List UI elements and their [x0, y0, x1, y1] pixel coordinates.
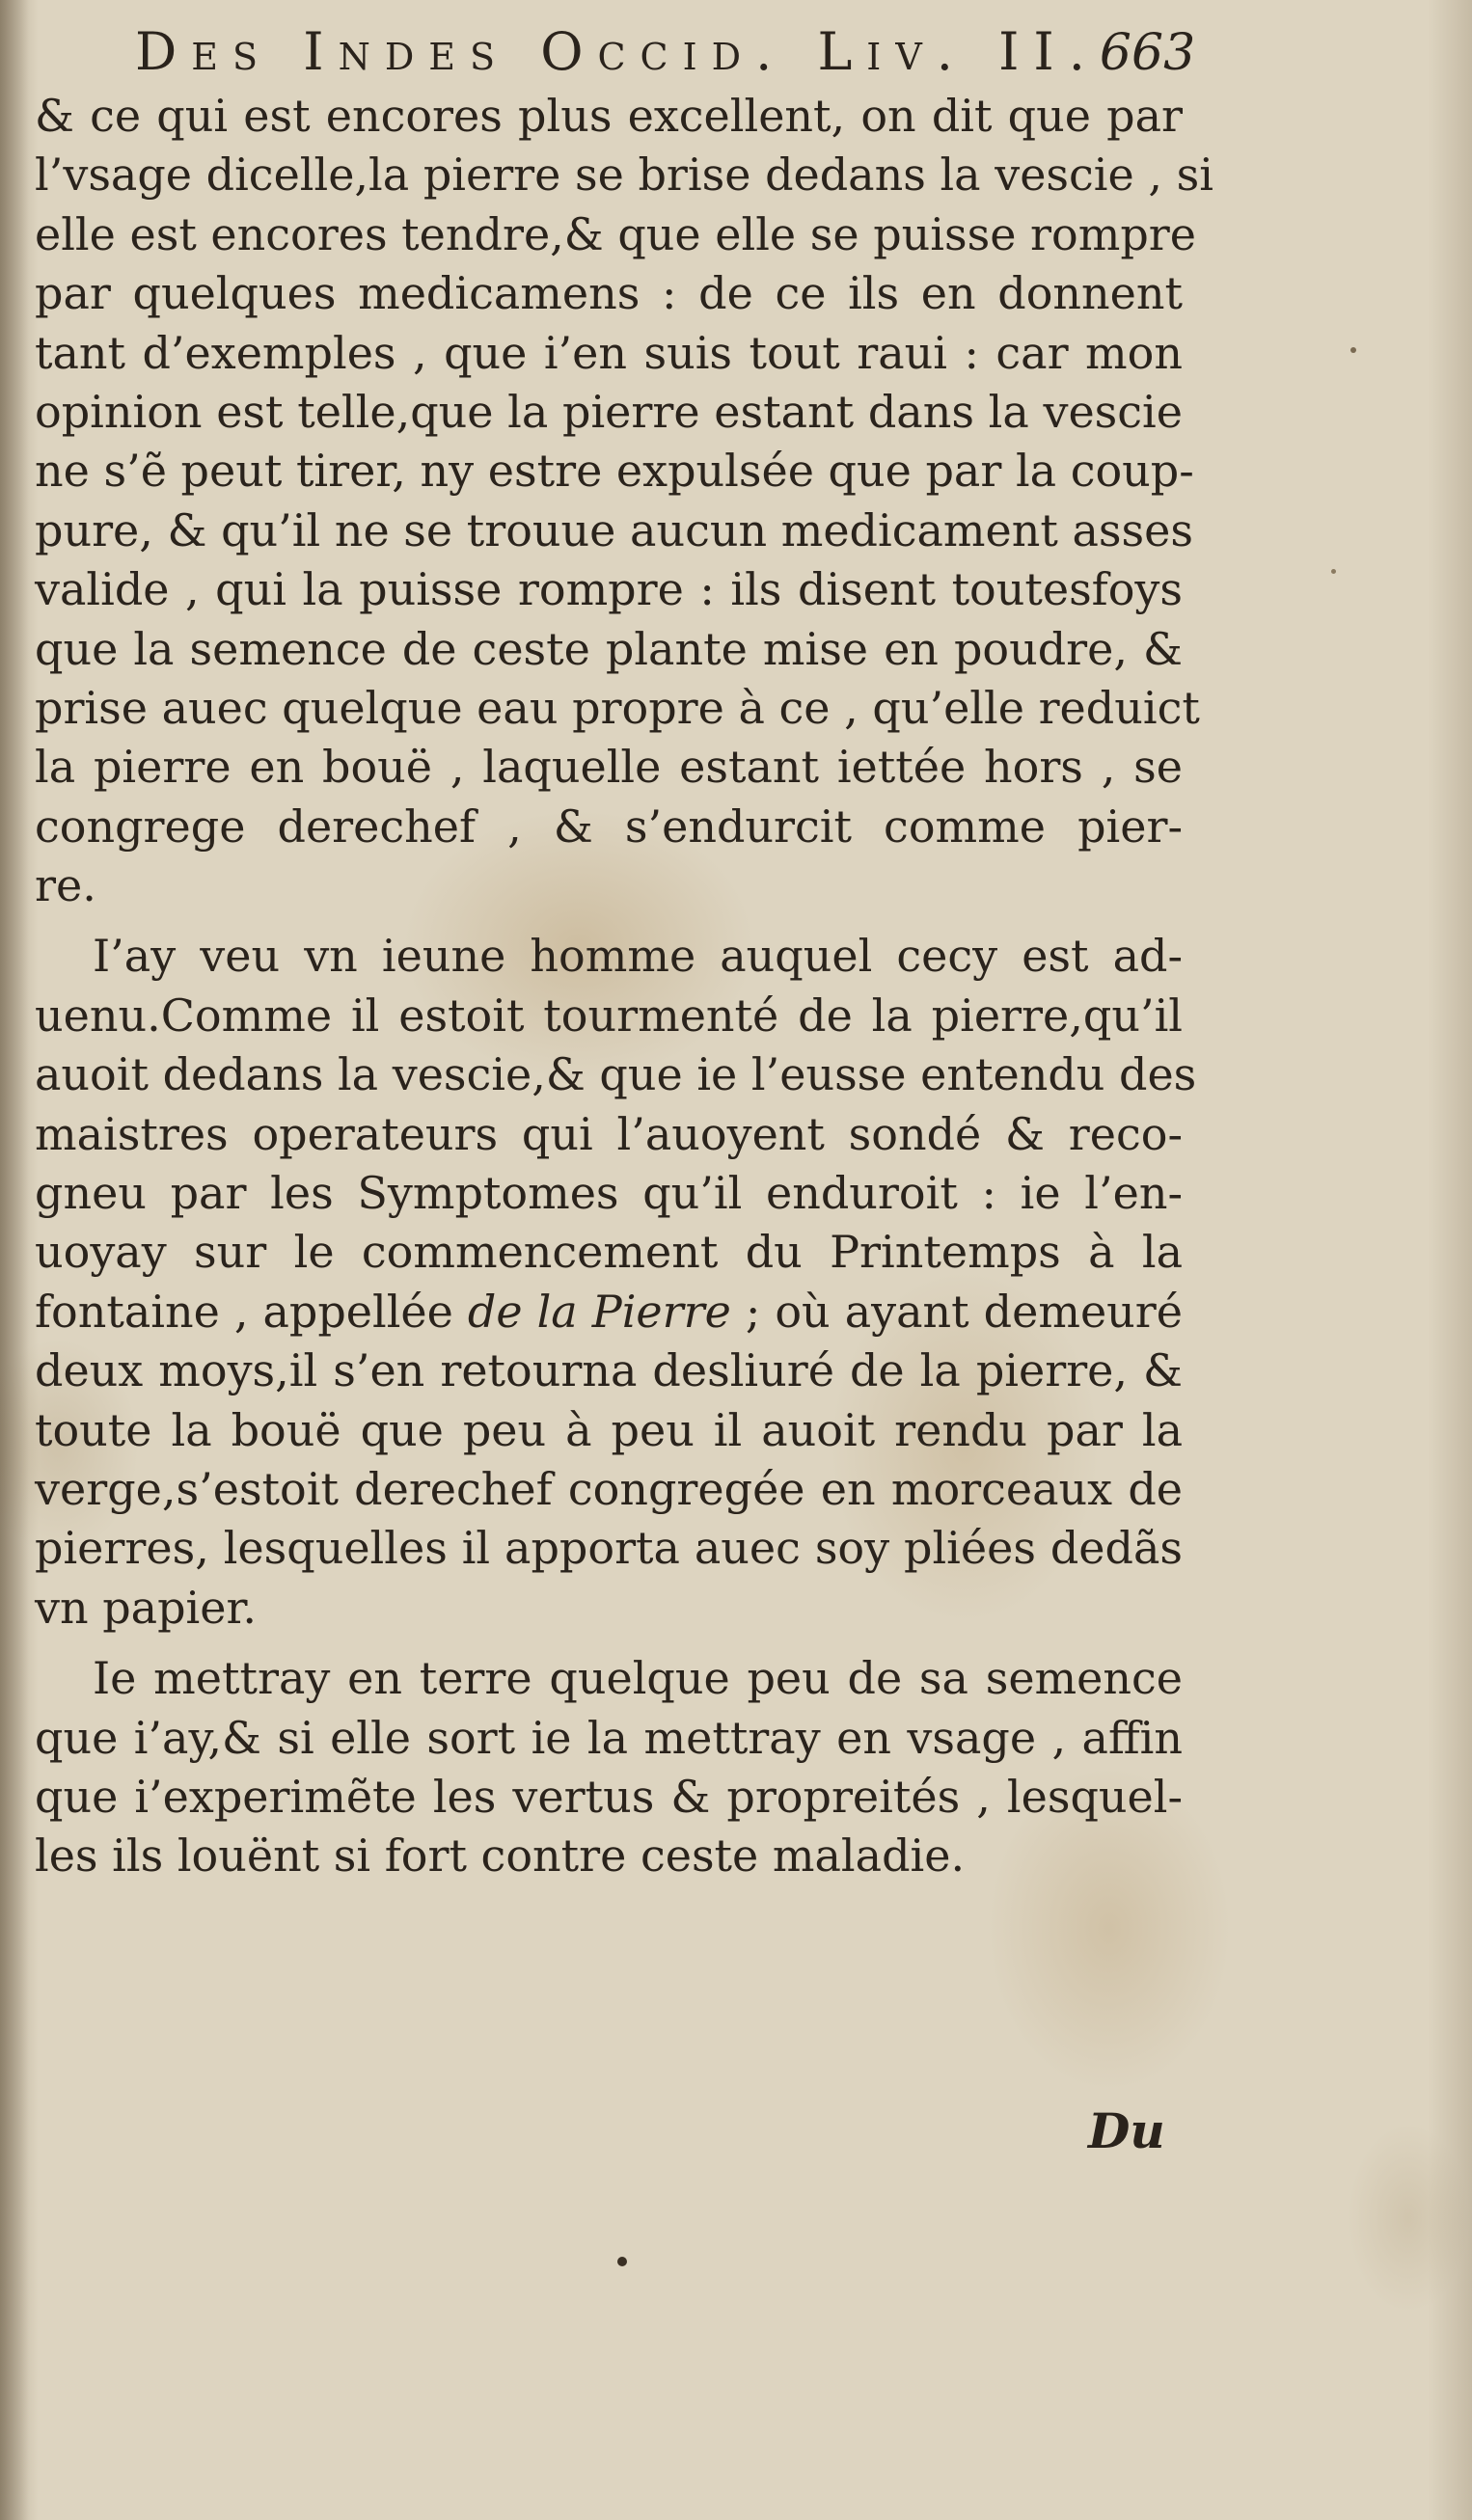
text-line: uenu.Comme il estoit tourmenté de la pierre,qu’il: [35, 989, 1183, 1042]
text-line: verge,s’estoit derechef congregée en morceaux de: [35, 1462, 1183, 1515]
text-line: prise auec quelque eau propre à ce , qu’elle reduict: [35, 681, 1200, 734]
text-line: les ils louënt si fort contre ceste maladie.: [35, 1829, 966, 1883]
paragraph: [35, 87, 1213, 915]
text-line: elle est encores tendre,& que elle se puisse rompre: [35, 207, 1197, 260]
text-line: maistres operateurs qui l’auoyent sondé & reco-: [35, 1107, 1183, 1160]
text-line: que i’experimẽte les vertus & propreités , lesquel-: [35, 1770, 1183, 1823]
running-head: [135, 21, 1196, 91]
text-line: valide , qui la puisse rompre : ils disent toutesfoys: [35, 563, 1183, 616]
ink-speck: [617, 2257, 627, 2266]
text-line: opinion est telle,que la pierre estant dans la vescie: [35, 385, 1183, 438]
text-line: tant d’exemples , que i’en suis tout raui : car mon: [35, 326, 1183, 379]
paragraph: [35, 1649, 1183, 1886]
catchword: Du: [1088, 2102, 1165, 2159]
page-number: 663: [1099, 24, 1196, 82]
italic-place-name: de la Pierre: [467, 1285, 731, 1338]
text-line: par quelques medicamens : de ce ils en donnent: [35, 267, 1183, 320]
text-span: ; où ayant demeuré: [730, 1285, 1184, 1338]
text-line: vn papier.: [35, 1581, 258, 1634]
text-line: que la semence de ceste plante mise en poudre, &: [35, 622, 1183, 675]
text-line: toute la bouë que peu à peu il auoit rendu par la: [35, 1403, 1183, 1456]
ink-speck: [1350, 347, 1356, 353]
text-line: auoit dedans la vescie,& que ie l’eusse entendu des: [35, 1048, 1197, 1101]
text-line: congrege derechef , & s’endurcit comme pier-: [35, 799, 1183, 853]
text-line: uoyay sur le commencement du Printemps à la: [35, 1226, 1183, 1279]
body-text: [35, 87, 1213, 1886]
text-line: la pierre en bouë , laquelle estant iettée hors , se: [35, 741, 1183, 794]
text-line: gneu par les Symptomes qu’il enduroit : ie l’en-: [35, 1167, 1183, 1220]
ink-speck: [1331, 569, 1336, 574]
text-line: deux moys,il s’en retourna desliuré de la pierre, &: [35, 1344, 1183, 1397]
gutter-shadow: [0, 0, 29, 2520]
text-span: fontaine , appellée: [35, 1285, 468, 1338]
text-line: que i’ay,& si elle sort ie la mettray en vsage , affin: [35, 1711, 1183, 1764]
text-line: [35, 1283, 1183, 1341]
text-line: I’ay veu vn ieune homme auquel cecy est ad-: [93, 930, 1183, 983]
text-line: ne s’ẽ peut tirer, ny estre expulsée que par la coup-: [35, 445, 1194, 498]
text-line: re.: [35, 859, 96, 912]
text-line: pure, & qu’il ne se trouue aucun medicament asses: [35, 503, 1193, 556]
running-head-title: Des Indes Occid. Liv. II.: [135, 21, 1100, 82]
text-line: l’vsage dicelle,la pierre se brise dedans la vescie , si: [35, 149, 1213, 202]
paragraph: [35, 927, 1197, 1638]
text-line: & ce qui est encores plus excellent, on dit que par: [35, 90, 1183, 142]
text-line: pierres, lesquelles il apporta auec soy pliées dedãs: [35, 1522, 1183, 1575]
text-line: Ie mettray en terre quelque peu de sa semence: [93, 1652, 1183, 1705]
